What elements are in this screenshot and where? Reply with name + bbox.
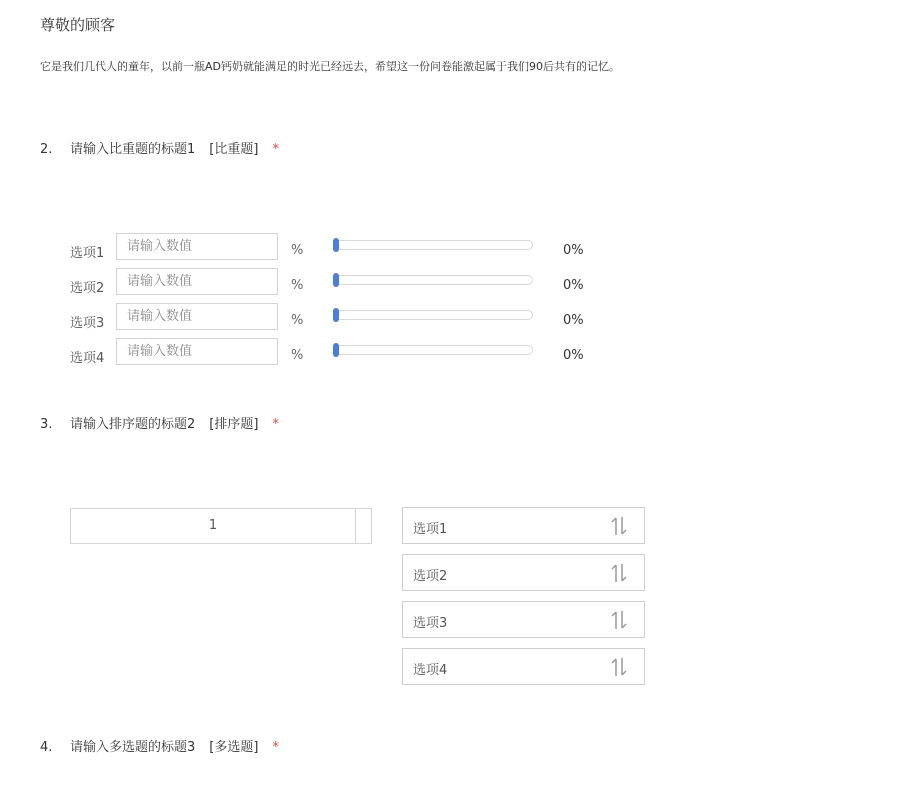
required-mark: *	[272, 740, 279, 755]
percent-unit: %	[291, 243, 304, 258]
rank-option-label: 选项2	[413, 569, 448, 584]
rank-option[interactable]	[402, 554, 645, 591]
question-type-tag: [多选题]	[209, 740, 259, 755]
proportion-value: 0%	[563, 313, 584, 328]
required-mark: *	[272, 142, 279, 157]
greeting-title: 尊敬的顾客	[40, 16, 116, 34]
proportion-value: 0%	[563, 348, 584, 363]
question-type-tag: [排序题]	[209, 417, 259, 432]
question-3-title	[40, 413, 279, 432]
proportion-slider-handle[interactable]	[333, 238, 339, 252]
proportion-slider-handle[interactable]	[333, 343, 339, 357]
option-label: 选项2	[70, 281, 105, 296]
percent-unit: %	[291, 313, 304, 328]
required-mark: *	[272, 417, 279, 432]
proportion-slider-track[interactable]	[333, 345, 533, 355]
proportion-input[interactable]	[116, 233, 278, 260]
proportion-value: 0%	[563, 243, 584, 258]
rank-option-label: 选项3	[413, 616, 448, 631]
question-text: 请输入比重题的标题1	[70, 142, 196, 157]
rank-option-label: 选项1	[413, 522, 448, 537]
rank-option-label: 选项4	[413, 663, 448, 678]
percent-unit: %	[291, 348, 304, 363]
sort-up-down-icon	[610, 515, 628, 537]
question-type-tag: [比重题]	[209, 142, 259, 157]
rank-drop-zone[interactable]	[70, 508, 372, 544]
option-label: 选项1	[70, 246, 105, 261]
proportion-slider-track[interactable]	[333, 310, 533, 320]
rank-option[interactable]	[402, 601, 645, 638]
option-label: 选项3	[70, 316, 105, 331]
proportion-slider-handle[interactable]	[333, 273, 339, 287]
proportion-input[interactable]	[116, 303, 278, 330]
survey-intro: 它是我们几代人的童年，以前一瓶AD钙奶就能满足的时光已经远去，希望这一份问卷能激起属于我们90后共有的记忆。	[40, 60, 620, 73]
rank-slot-number: 1	[71, 509, 356, 543]
sort-up-down-icon	[610, 562, 628, 584]
proportion-input[interactable]	[116, 268, 278, 295]
question-number: 3.	[40, 417, 53, 432]
rank-option[interactable]	[402, 648, 645, 685]
proportion-slider-track[interactable]	[333, 240, 533, 250]
proportion-slider-handle[interactable]	[333, 308, 339, 322]
proportion-slider-track[interactable]	[333, 275, 533, 285]
sort-up-down-icon	[610, 609, 628, 631]
question-4-title	[40, 736, 279, 755]
question-text: 请输入多选题的标题3	[70, 740, 196, 755]
question-text: 请输入排序题的标题2	[70, 417, 196, 432]
question-2-title	[40, 138, 279, 157]
percent-unit: %	[291, 278, 304, 293]
proportion-input[interactable]	[116, 338, 278, 365]
question-number: 4.	[40, 740, 53, 755]
sort-up-down-icon	[610, 656, 628, 678]
proportion-value: 0%	[563, 278, 584, 293]
question-number: 2.	[40, 142, 53, 157]
option-label: 选项4	[70, 351, 105, 366]
rank-option[interactable]	[402, 507, 645, 544]
